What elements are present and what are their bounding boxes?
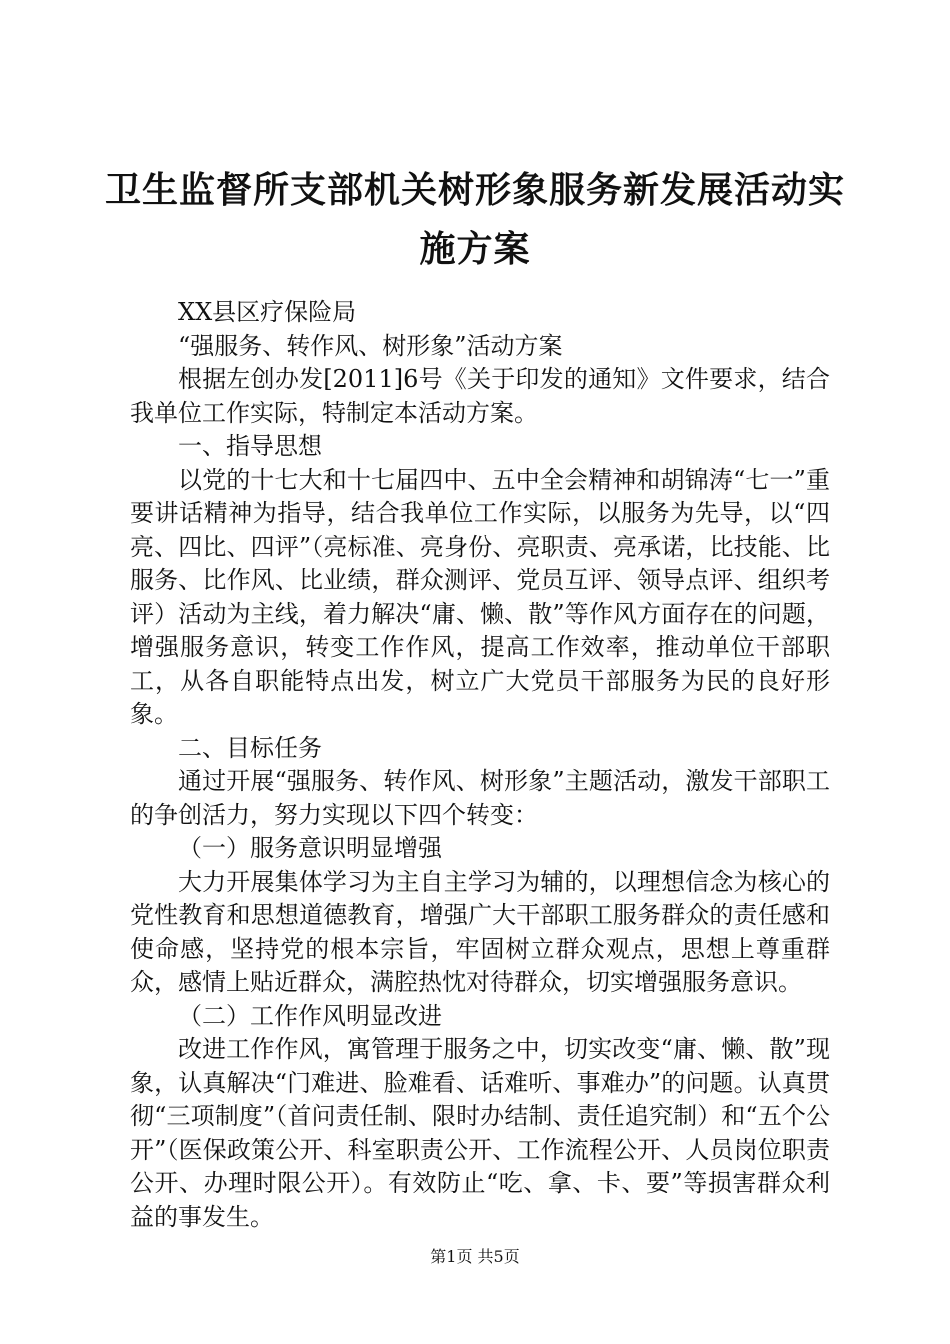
document-title-line2: 施方案 [419,229,531,270]
document-title-line1: 卫生监督所支部机关树形象服务新发展活动实 [104,170,845,211]
document-body [130,296,830,1234]
plan-name: “强服务、转作风、树形象”活动方案 [178,331,563,360]
org-name: XX县区疗保险局 [178,298,357,326]
page-number-footer: 第1页 共5页 [430,1247,520,1266]
subheading-2-2: （二）工作作风明显改进 [178,1001,442,1030]
section-1-paragraph: 以党的十七大和十七届四中、五中全会精神和胡锦涛“七一”重要讲话精神为指导，结合我单位工作实际，以服务为先导，以“四亮、四比、四评”（亮标准、亮身份、亮职责、亮承诺，比技能、比服务、比作风、比业绩，群众测评、党员互评、领导点评、组织考评）活动为主线，着力解决“庸、懒、散”等作风方面存在的问题，增强服务意识，转变工作作风，提高工作效率，推动单位干部职工，从各自职能特点出发，树立广大党员干部服务为民的良好形象。 [130,465,830,728]
section-2-paragraph: 通过开展“强服务、转作风、树形象”主题活动，激发干部职工的争创活力，努力实现以下四个转变： [130,767,830,829]
subsection-2-2-paragraph: 改进工作作风，寓管理于服务之中，切实改变“庸、懒、散”现象，认真解决“门难进、脸难看、话难听、事难办”的问题。认真贯彻“三项制度”（首问责任制、限时办结制、责任追究制）和“五个公开”（医保政策公开、科室职责公开、工作流程公开、人员岗位职责公开、办理时限公开）。有效防止“吃、拿、卡、要”等损害群众利益的事发生。 [130,1035,830,1231]
section-heading-1: 一、指导思想 [178,432,322,460]
section-heading-2: 二、目标任务 [178,733,322,762]
intro-paragraph: 根据左创办发[2011]6号《关于印发的通知》文件要求，结合我单位工作实际，特制定本活动方案。 [130,365,830,427]
subsection-2-1-paragraph: 大力开展集体学习为主自主学习为辅的，以理想信念为核心的党性教育和思想道德教育，增强广大干部职工服务群众的责任感和使命感，坚持党的根本宗旨，牢固树立群众观点，思想上尊重群众，感情上贴近群众，满腔热忱对待群众，切实增强服务意识。 [130,867,830,996]
subheading-2-1: （一）服务意识明显增强 [178,834,442,862]
